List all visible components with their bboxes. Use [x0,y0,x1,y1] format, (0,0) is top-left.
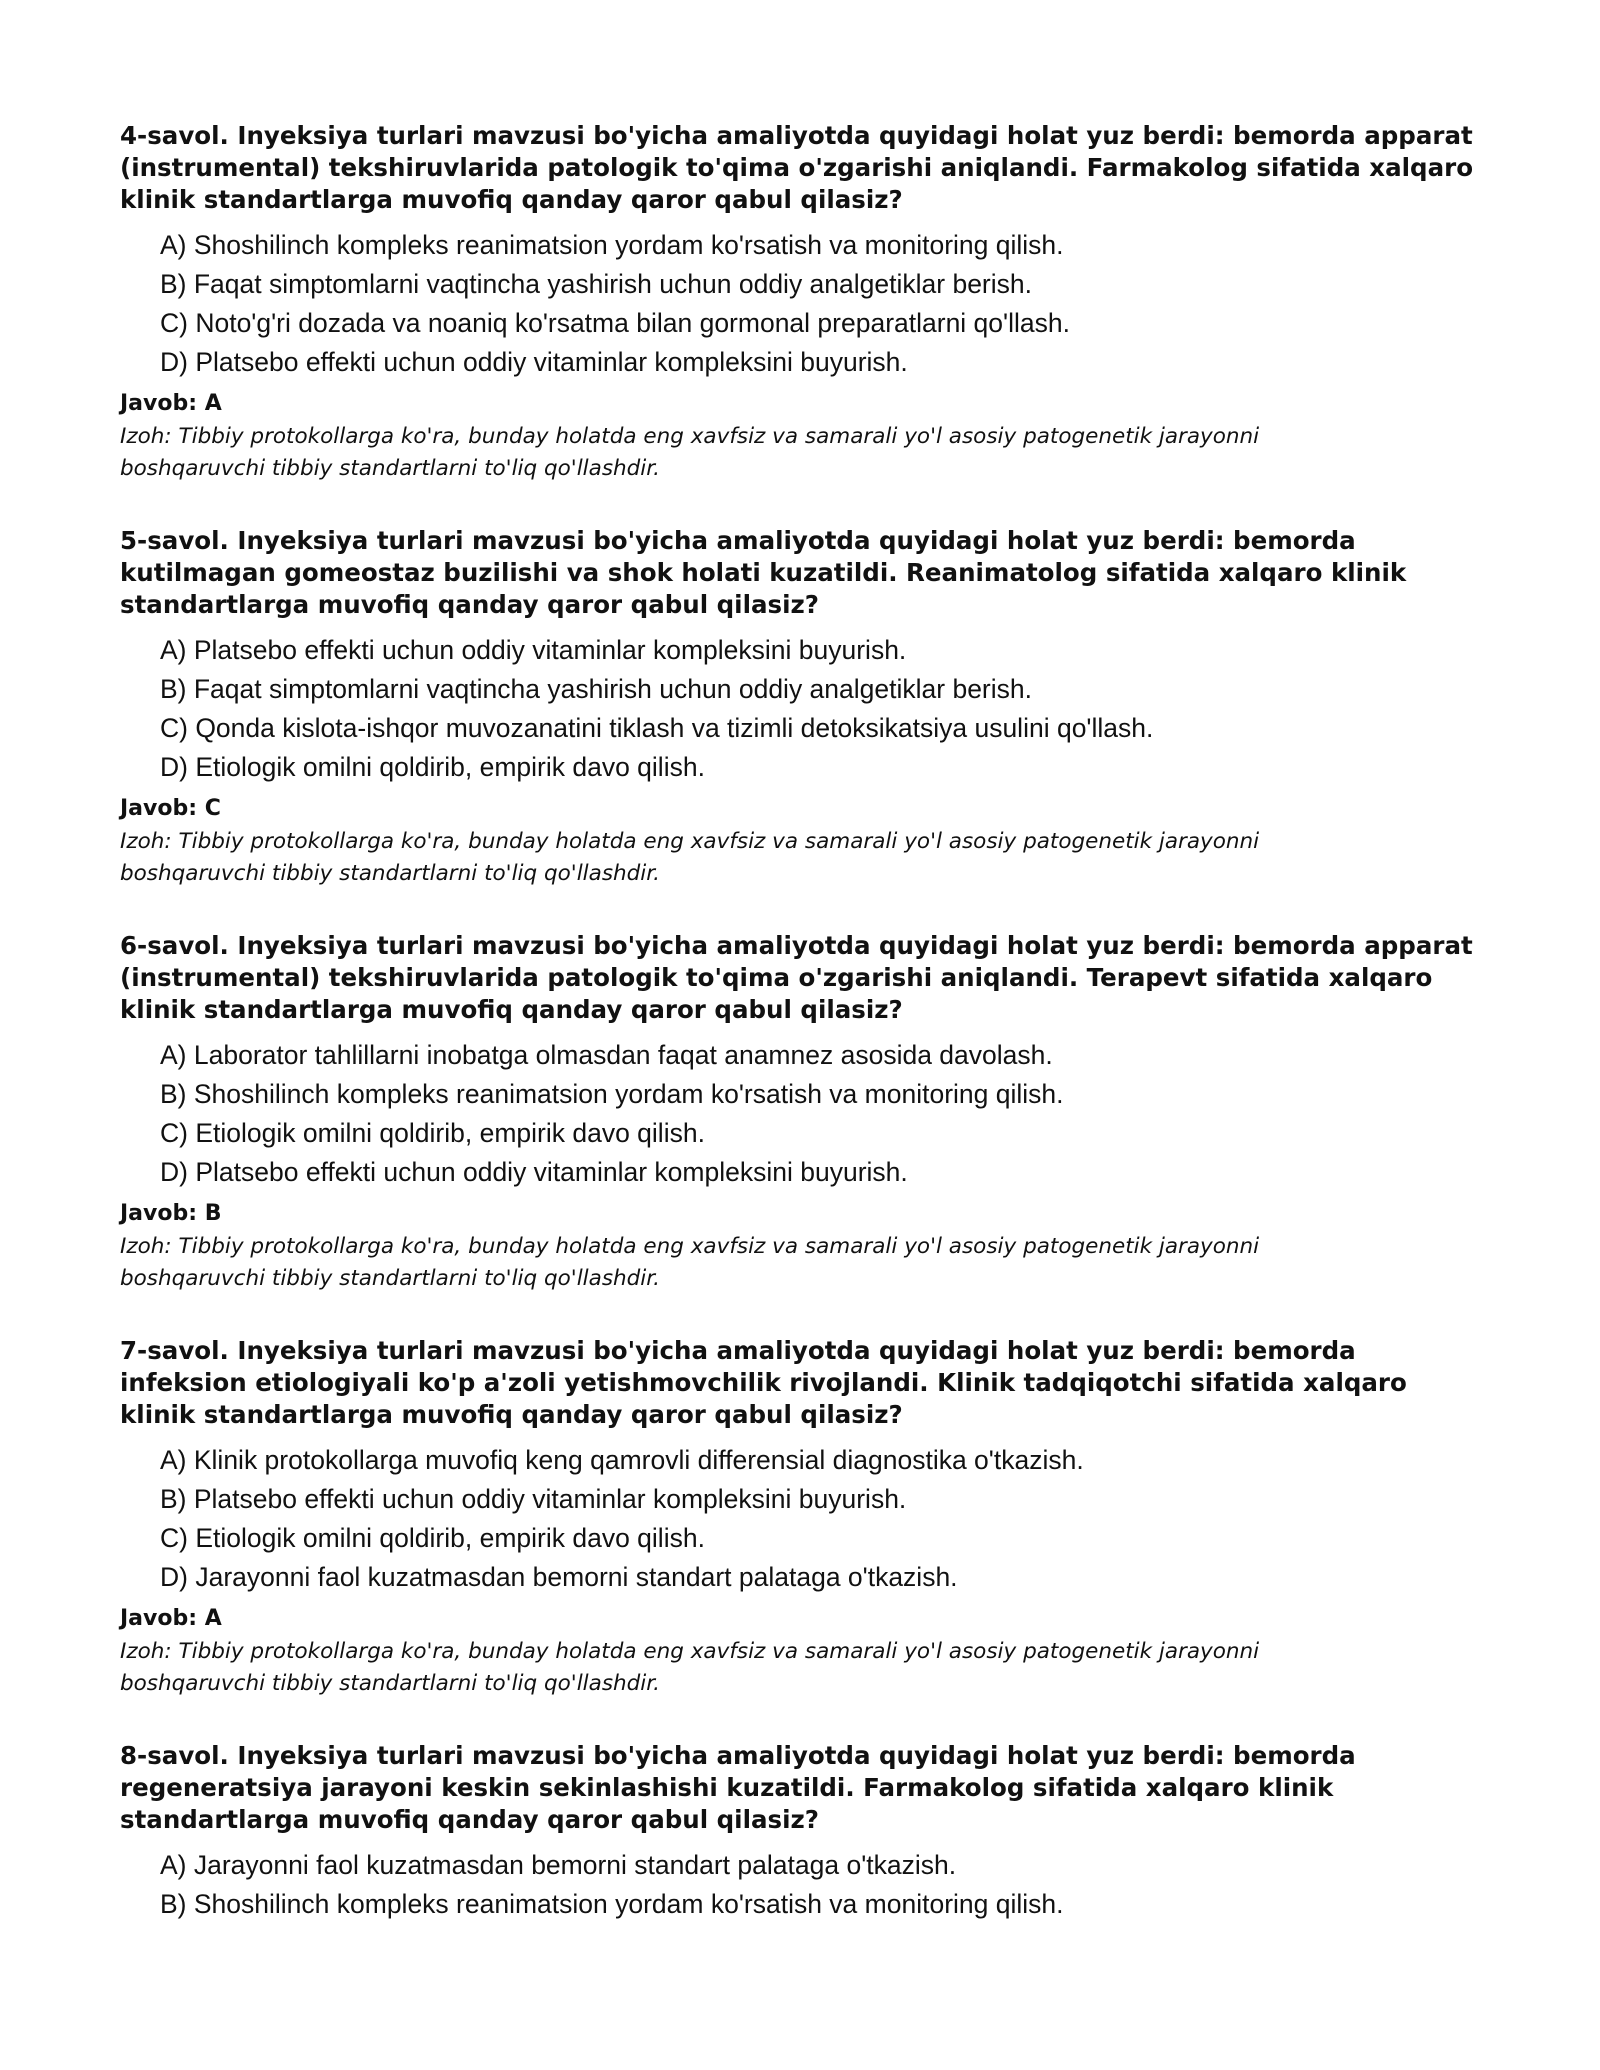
option-b: B) Shoshilinch kompleks reanimatsion yordam ko'rsatish va monitoring qilish. [160,1079,1064,1109]
option-a: A) Jarayonni faol kuzatmasdan bemorni standart palataga o'tkazish. [160,1850,957,1880]
option-b: B) Faqat simptomlarni vaqtincha yashirish uchun oddiy analgetiklar berish. [160,674,1032,704]
explanation-text: Izoh: Tibbiy protokollarga ko'ra, bunday holatda eng xavfsiz va samarali yo'l asosiy patogenetik jarayonni boshqaruvchi tibbiy standartlarni to'liq qo'llashdir. [120,1234,1260,1291]
explanation-text: Izoh: Tibbiy protokollarga ko'ra, bunday holatda eng xavfsiz va samarali yo'l asosiy patogenetik jarayonni boshqaruvchi tibbiy standartlarni to'liq qo'llashdir. [120,424,1260,481]
question-title: 5-savol. Inyeksiya turlari mavzusi bo'yicha amaliyotda quyidagi holat yuz berdi: bemorda kutilmagan gomeostaz buzilishi va shok holati kuzatildi. Reanimatolog sifatida xalqaro klinik standartlarga muvofiq qanday qaror qabul qilasiz? [120,526,1407,619]
answer-label: Javob: B [120,1201,222,1226]
options-list [120,226,1490,382]
option-b: B) Shoshilinch kompleks reanimatsion yordam ko'rsatish va monitoring qilish. [160,1889,1064,1919]
question-title: 7-savol. Inyeksiya turlari mavzusi bo'yicha amaliyotda quyidagi holat yuz berdi: bemorda infeksion etiologiyali ko'p a'zoli yetishmovchilik rivojlandi. Klinik tadqiqotchi sifatida xalqaro klinik standartlarga muvofiq qanday qaror qabul qilasiz? [120,1336,1407,1429]
answer-label: Javob: C [120,796,221,821]
answer-label: Javob: A [120,391,222,416]
option-d: D) Etiologik omilni qoldirib, empirik davo qilish. [160,752,705,782]
options-list [120,631,1490,787]
option-c: C) Etiologik omilni qoldirib, empirik davo qilish. [160,1118,705,1148]
question-title: 6-savol. Inyeksiya turlari mavzusi bo'yicha amaliyotda quyidagi holat yuz berdi: bemorda apparat (instrumental) tekshiruvlarida patologik to'qima o'zgarishi aniqlandi. Terapevt sifatida xalqaro klinik standartlarga muvofiq qanday qaror qabul qilasiz? [120,931,1473,1024]
document-page [120,120,1490,1964]
question-4 [120,120,1490,485]
explanation-text: Izoh: Tibbiy protokollarga ko'ra, bunday holatda eng xavfsiz va samarali yo'l asosiy patogenetik jarayonni boshqaruvchi tibbiy standartlarni to'liq qo'llashdir. [120,829,1260,886]
option-d: D) Jarayonni faol kuzatmasdan bemorni standart palataga o'tkazish. [160,1562,958,1592]
option-d: D) Platsebo effekti uchun oddiy vitaminlar kompleksini buyurish. [160,1157,908,1187]
option-d: D) Platsebo effekti uchun oddiy vitaminlar kompleksini buyurish. [160,347,908,377]
option-b: B) Platsebo effekti uchun oddiy vitaminlar kompleksini buyurish. [160,1484,907,1514]
option-b: B) Faqat simptomlarni vaqtincha yashirish uchun oddiy analgetiklar berish. [160,269,1032,299]
option-a: A) Shoshilinch kompleks reanimatsion yordam ko'rsatish va monitoring qilish. [160,230,1064,260]
option-c: C) Noto'g'ri dozada va noaniq ko'rsatma bilan gormonal preparatlarni qo'llash. [160,308,1070,338]
option-a: A) Klinik protokollarga muvofiq keng qamrovli differensial diagnostika o'tkazish. [160,1445,1084,1475]
explanation-text: Izoh: Tibbiy protokollarga ko'ra, bunday holatda eng xavfsiz va samarali yo'l asosiy patogenetik jarayonni boshqaruvchi tibbiy standartlarni to'liq qo'llashdir. [120,1639,1260,1696]
options-list [120,1036,1490,1192]
option-c: C) Qonda kislota-ishqor muvozanatini tiklash va tizimli detoksikatsiya usulini qo'llash. [160,713,1154,743]
question-title: 8-savol. Inyeksiya turlari mavzusi bo'yicha amaliyotda quyidagi holat yuz berdi: bemorda regeneratsiya jarayoni keskin sekinlashishi kuzatildi. Farmakolog sifatida xalqaro klinik standartlarga muvofiq qanday qaror qabul qilasiz? [120,1741,1356,1834]
question-8 [120,1740,1490,1924]
option-a: A) Platsebo effekti uchun oddiy vitaminlar kompleksini buyurish. [160,635,907,665]
answer-label: Javob: A [120,1606,222,1631]
question-7 [120,1335,1490,1700]
option-c: C) Etiologik omilni qoldirib, empirik davo qilish. [160,1523,705,1553]
options-list [120,1846,1490,1924]
question-title: 4-savol. Inyeksiya turlari mavzusi bo'yicha amaliyotda quyidagi holat yuz berdi: bemorda apparat (instrumental) tekshiruvlarida patologik to'qima o'zgarishi aniqlandi. Farmakolog sifatida xalqaro klinik standartlarga muvofiq qanday qaror qabul qilasiz? [120,121,1474,214]
question-5 [120,525,1490,890]
option-a: A) Laborator tahlillarni inobatga olmasdan faqat anamnez asosida davolash. [160,1040,1053,1070]
question-6 [120,930,1490,1295]
options-list [120,1441,1490,1597]
